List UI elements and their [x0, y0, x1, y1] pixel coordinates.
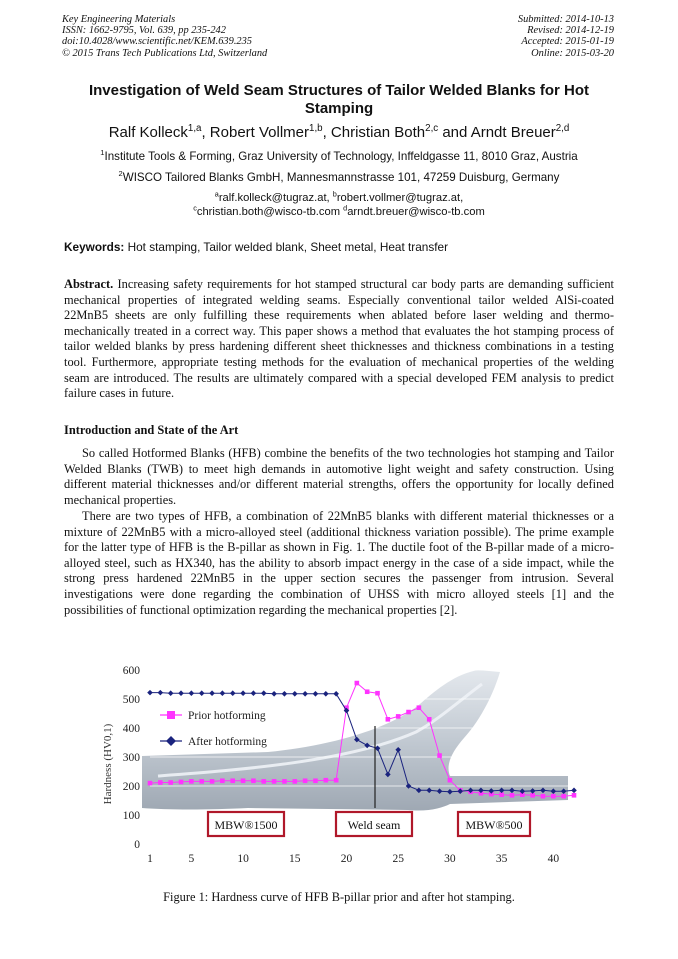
- legend-label-prior: Prior hotforming: [188, 710, 266, 722]
- author-name: Ralf Kolleck: [108, 124, 188, 141]
- email-mark: a: [214, 189, 219, 199]
- annotation-weld-seam: [336, 812, 412, 836]
- paper-title-line-2: Stamping: [304, 100, 374, 117]
- data-point-prior: [355, 681, 360, 686]
- x-tick-label: 1: [147, 853, 153, 865]
- author-affiliation-mark: 1,b: [309, 123, 323, 134]
- x-tick-label: 20: [340, 853, 353, 865]
- y-tick-label: 0: [134, 839, 140, 851]
- data-point-prior: [427, 717, 432, 722]
- email-mark: c: [193, 203, 197, 213]
- data-point-after: [251, 690, 257, 696]
- affiliation-1: [62, 150, 616, 163]
- data-point-prior: [541, 794, 546, 799]
- data-point-prior: [396, 714, 401, 719]
- data-point-after: [209, 690, 215, 696]
- data-point-prior: [179, 780, 184, 785]
- data-point-prior: [148, 781, 153, 786]
- email-c: christian.both@wisco-tb.com: [196, 206, 344, 218]
- author-list: [62, 124, 616, 141]
- submission-dates: [518, 14, 614, 59]
- data-point-prior: [406, 710, 411, 715]
- author-and: and: [438, 124, 471, 141]
- y-tick-label: 100: [122, 810, 140, 822]
- figure-1: [98, 658, 582, 868]
- journal-issn: ISSN: 1662-9795, Vol. 639, pp 235-242: [62, 25, 226, 37]
- chart-legend: [160, 710, 267, 748]
- author-affiliation-mark: 2,d: [555, 123, 570, 134]
- y-tick-label: 600: [122, 665, 140, 677]
- y-tick-label: 300: [122, 752, 140, 764]
- author-affiliation-mark: 1,a: [187, 123, 202, 134]
- paper-title-line-1: Investigation of Weld Seam Structures of Tailor Welded Blanks for Hot: [88, 82, 590, 99]
- data-point-after: [199, 690, 205, 696]
- data-point-prior: [386, 717, 391, 722]
- data-point-after: [313, 691, 319, 697]
- annotation-mbw1500: [208, 812, 284, 836]
- figure-caption: Figure 1: Hardness curve of HFB B-pillar prior and after hot stamping.: [163, 890, 515, 904]
- data-point-prior: [261, 779, 266, 784]
- data-point-prior: [365, 689, 370, 694]
- data-point-prior: [282, 779, 287, 784]
- date-online: Online: 2015-03-20: [531, 47, 614, 59]
- affiliation-text: Institute Tools & Forming, Graz University of Technology, Inffeldgasse 11, 8010 Graz, Austria: [104, 150, 578, 163]
- data-point-prior: [272, 779, 277, 784]
- data-point-prior: [230, 778, 235, 783]
- author-separator: ,: [322, 124, 331, 141]
- data-point-after: [302, 691, 308, 697]
- legend-marker-after: [166, 736, 176, 746]
- data-point-prior: [168, 780, 173, 785]
- email-line-2: [62, 205, 616, 219]
- data-point-prior: [437, 753, 442, 758]
- journal-info: [62, 14, 267, 59]
- data-point-prior: [448, 778, 453, 783]
- annotation-weld-seam-label: Weld seam: [347, 818, 401, 832]
- data-point-after: [158, 690, 164, 696]
- data-point-after: [292, 691, 298, 697]
- data-point-prior: [251, 778, 256, 783]
- data-point-after: [147, 690, 153, 696]
- data-point-after: [282, 691, 288, 697]
- email-mark: d: [343, 203, 348, 213]
- x-tick-label: 35: [495, 853, 508, 865]
- keywords-text: Hot stamping, Tailor welded blank, Sheet metal, Heat transfer: [124, 240, 449, 254]
- email-d: arndt.breuer@wisco-tb.com: [347, 206, 485, 218]
- affiliation-mark: 2: [118, 169, 123, 179]
- x-tick-label: 25: [392, 853, 404, 865]
- y-tick-label: 200: [122, 781, 140, 793]
- annotation-mbw1500-label: MBW®1500: [214, 818, 278, 832]
- intro-paragraph-2: There are two types of HFB, a combination of 22MnB5 blanks with different material thicknesses or a mixture of 22MnB5 with a micro-alloyed steel (additional thickness variation possible). The prime example for the latter type of HFB is the B-pillar as shown in Fig. 1. The ductile foot of the B-pillar made of a micro-alloyed steel, such as HX340, has the ability to absorb impact energy in the case of a side impact, while the strong press hardened 22MnB5 in the upper section secures the passenger from intrusion. Several investigations were done regarding the combination of UHSS with micro alloyed steels [1] and the possibilities of functional optimization regarding the mechanical properties [2].: [64, 509, 614, 617]
- email-b: robert.vollmer@tugraz.at,: [336, 192, 464, 204]
- annotation-mbw500-label: MBW®500: [465, 818, 523, 832]
- y-tick-label: 500: [122, 694, 140, 706]
- journal-name: Key Engineering Materials: [62, 14, 176, 25]
- journal-doi: doi:10.4028/www.scientific.net/KEM.639.235: [62, 36, 252, 48]
- journal-copyright: © 2015 Trans Tech Publications Ltd, Switzerland: [62, 47, 268, 59]
- email-mark: b: [332, 189, 337, 199]
- author-name: Christian Both: [330, 124, 426, 141]
- abstract: [64, 277, 614, 402]
- data-point-prior: [199, 779, 204, 784]
- data-point-after: [240, 690, 246, 696]
- data-point-prior: [334, 778, 339, 783]
- data-point-prior: [189, 779, 194, 784]
- author-name: Robert Vollmer: [209, 124, 310, 141]
- abstract-label: Abstract.: [64, 277, 114, 291]
- data-point-prior: [561, 794, 566, 799]
- affiliation-text: WISCO Tailored Blanks GmbH, Mannesmannstrasse 101, 47259 Duisburg, Germany: [122, 171, 560, 184]
- data-point-prior: [303, 778, 308, 783]
- data-point-prior: [324, 778, 329, 783]
- x-tick-label: 15: [289, 853, 301, 865]
- date-submitted: Submitted: 2014-10-13: [517, 14, 614, 25]
- data-point-prior: [220, 778, 225, 783]
- data-point-after: [323, 691, 329, 697]
- data-point-prior: [417, 705, 422, 710]
- data-point-prior: [313, 778, 318, 783]
- data-point-after: [333, 691, 339, 697]
- data-point-after: [261, 690, 267, 696]
- keywords-label: Keywords:: [64, 240, 125, 254]
- y-tick-label: 400: [122, 723, 140, 735]
- date-revised: Revised: 2014-12-19: [527, 25, 614, 37]
- data-point-prior: [241, 778, 246, 783]
- author-emails: [62, 191, 616, 219]
- data-point-after: [271, 691, 277, 697]
- legend-marker-prior: [167, 711, 175, 719]
- data-point-after: [189, 690, 195, 696]
- data-point-prior: [572, 793, 577, 798]
- data-point-after: [220, 690, 226, 696]
- data-point-prior: [158, 780, 163, 785]
- x-tick-label: 10: [237, 853, 249, 865]
- hardness-chart: [98, 658, 582, 868]
- date-accepted: Accepted: 2015-01-19: [521, 36, 614, 48]
- x-tick-label: 30: [444, 853, 456, 865]
- data-point-prior: [210, 779, 215, 784]
- data-point-prior: [551, 794, 556, 799]
- data-point-after: [168, 690, 174, 696]
- keywords: [64, 240, 448, 254]
- x-tick-label: 40: [547, 853, 560, 865]
- affiliation-mark: 1: [100, 148, 105, 158]
- abstract-text: Increasing safety requirements for hot stamped structural car body parts are demanding sufficient mechanical properties of integrated welding seams. Especially conventional tailor welded AlSi-coated 22MnB5 sheets are only fulfilling these requirements when ablated before laser welding and thermo-mechanically treated in a correct way. This paper shows a method that evaluates the hot stamping process of tailor welded blanks by press hardening different sheet thicknesses and thickness combinations in a testing tool. Furthermore, appropriate testing methods for the evaluation of mechanical properties of the welding seam are introduced. The results are ultimately compared with a special developed FEM analysis to predict failure cases in future.: [64, 277, 614, 401]
- data-point-prior: [375, 691, 380, 696]
- data-point-prior: [292, 779, 297, 784]
- author-affiliation-mark: 2,c: [425, 123, 439, 134]
- data-point-after: [571, 788, 577, 794]
- email-a: ralf.kolleck@tugraz.at,: [218, 192, 333, 204]
- data-point-after: [230, 690, 236, 696]
- paper-title: [62, 82, 616, 118]
- data-point-prior: [510, 793, 515, 798]
- author-separator: ,: [201, 124, 210, 141]
- intro-paragraph-1: So called Hotformed Blanks (HFB) combine the benefits of the two technologies hot stamping and Tailor Welded Blanks (TWB) to meet high demands in automotive light weight and safety construction. Using different material thicknesses and/or different material strengths, offers the opportunity for locally defined mechanical properties.: [64, 446, 614, 507]
- legend-label-after: After hotforming: [188, 736, 267, 748]
- y-axis-label: Hardness (HV0,1): [102, 723, 114, 805]
- section-heading: Introduction and State of the Art: [64, 423, 239, 437]
- data-point-after: [178, 690, 184, 696]
- author-name: Arndt Breuer: [470, 124, 556, 141]
- affiliation-2: [62, 171, 616, 184]
- email-line-1: [62, 191, 616, 205]
- annotation-mbw500: [458, 812, 530, 836]
- x-tick-label: 5: [188, 853, 195, 865]
